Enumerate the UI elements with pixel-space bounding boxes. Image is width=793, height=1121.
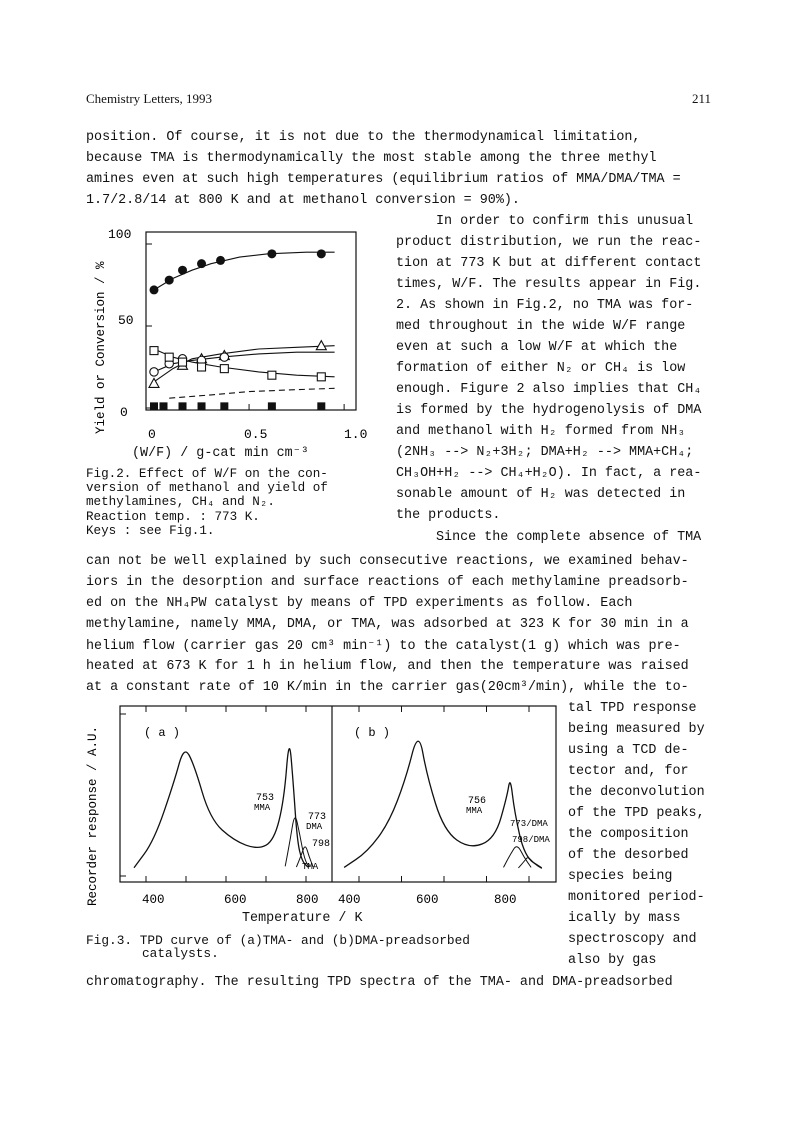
fig2-point-square (198, 363, 206, 371)
text-line: the deconvolution (568, 785, 705, 800)
text-line: sonable amount of H₂ was detected in (396, 487, 686, 502)
caption-line: Fig.2. Effect of W/F on the con- (86, 467, 328, 481)
text-line: because TMA is thermodynamically the most stable among the three methyl (86, 151, 657, 166)
fig2-ytick: 100 (108, 227, 132, 242)
fig2-point-square (220, 365, 228, 373)
text-line: also by gas (568, 953, 657, 968)
text-line: product distribution, we run the reac- (396, 235, 702, 250)
figure-2-chart (86, 220, 386, 450)
fig2-point-filled-square (179, 402, 187, 410)
text-line: monitored period- (568, 890, 705, 905)
fig3-annot: 798 (312, 839, 331, 850)
fig3-panel-a-label: ( a ) (144, 726, 181, 740)
fig2-point-square (165, 353, 173, 361)
fig2-point-filled-circle (317, 249, 326, 258)
fig2-point-filled-square (198, 402, 206, 410)
text-line: 1.7/2.8/14 at 800 K and at methanol conversion = 90%). (86, 193, 520, 208)
fig3-frame (120, 706, 556, 882)
text-line: species being (568, 869, 673, 884)
fig3-xtick: 400 (338, 893, 361, 907)
text-line: spectroscopy and (568, 932, 697, 947)
fig3-curve-total-panel-b (344, 741, 542, 868)
fig2-point-filled-circle (178, 266, 187, 275)
text-line: heated at 673 K for 1 h in helium flow, and then the temperature was raised (86, 659, 689, 674)
text-line: In order to confirm this unusual (436, 214, 694, 229)
text-line: med throughout in the wide W/F range (396, 319, 686, 334)
fig2-point-open-circle (150, 368, 158, 376)
text-line: the composition (568, 827, 689, 842)
caption-line: methylamines, CH₄ and N₂. (86, 495, 275, 509)
text-line: tal TPD response (568, 701, 697, 716)
text-line: helium flow (carrier gas 20 cm³ min⁻¹) to the catalyst(1 g) which was pre- (86, 639, 681, 654)
fig3-annot: MMA (466, 806, 483, 816)
fig3-curve-total-panel-a (134, 749, 308, 868)
text-line: methylamine, namely MMA, DMA, or TMA, was adsorbed at 323 K for 30 min in a (86, 617, 689, 632)
fig2-point-open-circle (220, 353, 228, 361)
fig2-xtick: 1.0 (344, 427, 368, 442)
fig3-ticks (120, 706, 529, 882)
text-line: CH₃OH+H₂ --> CH₄+H₂O). In fact, a rea- (396, 466, 702, 481)
fig3-caption-line2: catalysts. (142, 946, 219, 961)
text-line: the products. (396, 508, 501, 523)
text-line: using a TCD de- (568, 743, 689, 758)
fig3-annot: 773/DMA (510, 819, 548, 829)
fig2-point-filled-square (150, 402, 158, 410)
fig2-ticks (146, 244, 344, 410)
caption-line: version of methanol and yield of (86, 481, 328, 495)
fig3-annot: 756 (468, 796, 487, 807)
fig2-xtick: 0.5 (244, 427, 268, 442)
fig3-annot: 798/DMA (512, 835, 550, 845)
fig3-annot: DMA (306, 822, 323, 832)
fig2-ytick: 50 (118, 313, 134, 328)
fig2-point-triangle (316, 341, 326, 350)
text-line: being measured by (568, 722, 705, 737)
fig3-xtick: 800 (296, 893, 319, 907)
fig2-series-line (169, 388, 334, 398)
fig2-point-square (179, 358, 187, 366)
text-line: formation of either N₂ or CH₄ is low (396, 361, 686, 376)
journal-header: Chemistry Letters, 1993 (86, 91, 213, 106)
fig3-ylabel: Recorder response / A.U. (86, 725, 100, 906)
text-line: times, W/F. The results appear in Fig. (396, 277, 702, 292)
fig2-point-filled-circle (197, 259, 206, 268)
fig2-xlabel: (W/F) / g-cat min cm⁻³ (132, 446, 309, 461)
fig3-xtick: 800 (494, 893, 517, 907)
fig2-xtick: 0 (148, 427, 156, 442)
text-line: iors in the desorption and surface reactions of each methylamine preadsorb- (86, 575, 689, 590)
fig2-point-filled-square (220, 402, 228, 410)
text-line: position. Of course, it is not due to the thermodynamical limitation, (86, 130, 641, 145)
text-line: amines even at such high temperatures (equilibrium ratios of MMA/DMA/TMA = (86, 172, 681, 187)
fig2-point-filled-square (268, 402, 276, 410)
fig2-point-filled-circle (216, 256, 225, 265)
fig2-frame (146, 232, 356, 410)
text-line: even at such a low W/F at which the (396, 340, 678, 355)
fig3-panel-b-label: ( b ) (354, 726, 391, 740)
fig2-point-filled-square (160, 402, 168, 410)
fig3-annot: 753 (256, 793, 275, 804)
figure-3-chart (80, 700, 562, 910)
fig3-curve-deconvolution-773-DMA-panel-b (504, 847, 532, 868)
fig3-xlabel: Temperature / K (242, 911, 363, 926)
fig2-ytick: 0 (120, 405, 128, 420)
fig2-ylabel: Yield or Conversion / % (94, 261, 108, 434)
text-line: of the TPD peaks, (568, 806, 705, 821)
text-line: ically by mass (568, 911, 681, 926)
fig3-xtick: 600 (224, 893, 247, 907)
text-line: of the desorbed (568, 848, 689, 863)
text-line: 2. As shown in Fig.2, no TMA was for- (396, 298, 694, 313)
fig2-point-filled-circle (165, 276, 174, 285)
fig2-point-square (150, 347, 158, 355)
text-line: can not be well explained by such consecutive reactions, we examined behav- (86, 554, 689, 569)
text-line: chromatography. The resulting TPD spectra of the TMA- and DMA-preadsorbed (86, 975, 673, 990)
fig2-marks (149, 249, 326, 410)
fig3-caption-line1: Fig.3. TPD curve of (a)TMA- and (b)DMA-preadsorbed (86, 933, 470, 948)
text-line: Since the complete absence of TMA (436, 530, 702, 545)
fig2-point-square (317, 373, 325, 381)
fig3-annot: TMA (302, 862, 319, 872)
caption-line: Keys : see Fig.1. (86, 524, 215, 538)
fig2-point-square (268, 371, 276, 379)
fig3-xtick: 400 (142, 893, 165, 907)
fig2-point-filled-square (317, 402, 325, 410)
fig2-point-filled-circle (150, 285, 159, 294)
fig2-point-filled-circle (267, 249, 276, 258)
text-line: is formed by the hydrogenolysis of DMA (396, 403, 702, 418)
fig3-annot: 773 (308, 812, 327, 823)
text-line: at a constant rate of 10 K/min in the carrier gas(20cm³/min), while the to- (86, 680, 689, 695)
fig3-xtick: 600 (416, 893, 439, 907)
caption-line: Reaction temp. : 773 K. (86, 510, 260, 524)
text-line: tion at 773 K but at different contact (396, 256, 702, 271)
text-line: tector and, for (568, 764, 689, 779)
text-line: ed on the NH₄PW catalyst by means of TPD experiments as follow. Each (86, 596, 633, 611)
text-line: and methanol with H₂ formed from NH₃ (396, 424, 686, 439)
text-line: (2NH₃ --> N₂+3H₂; DMA+H₂ --> MMA+CH₄; (396, 445, 694, 460)
text-line: enough. Figure 2 also implies that CH₄ (396, 382, 702, 397)
fig3-annot: MMA (254, 803, 271, 813)
page-number: 211 (692, 91, 712, 106)
